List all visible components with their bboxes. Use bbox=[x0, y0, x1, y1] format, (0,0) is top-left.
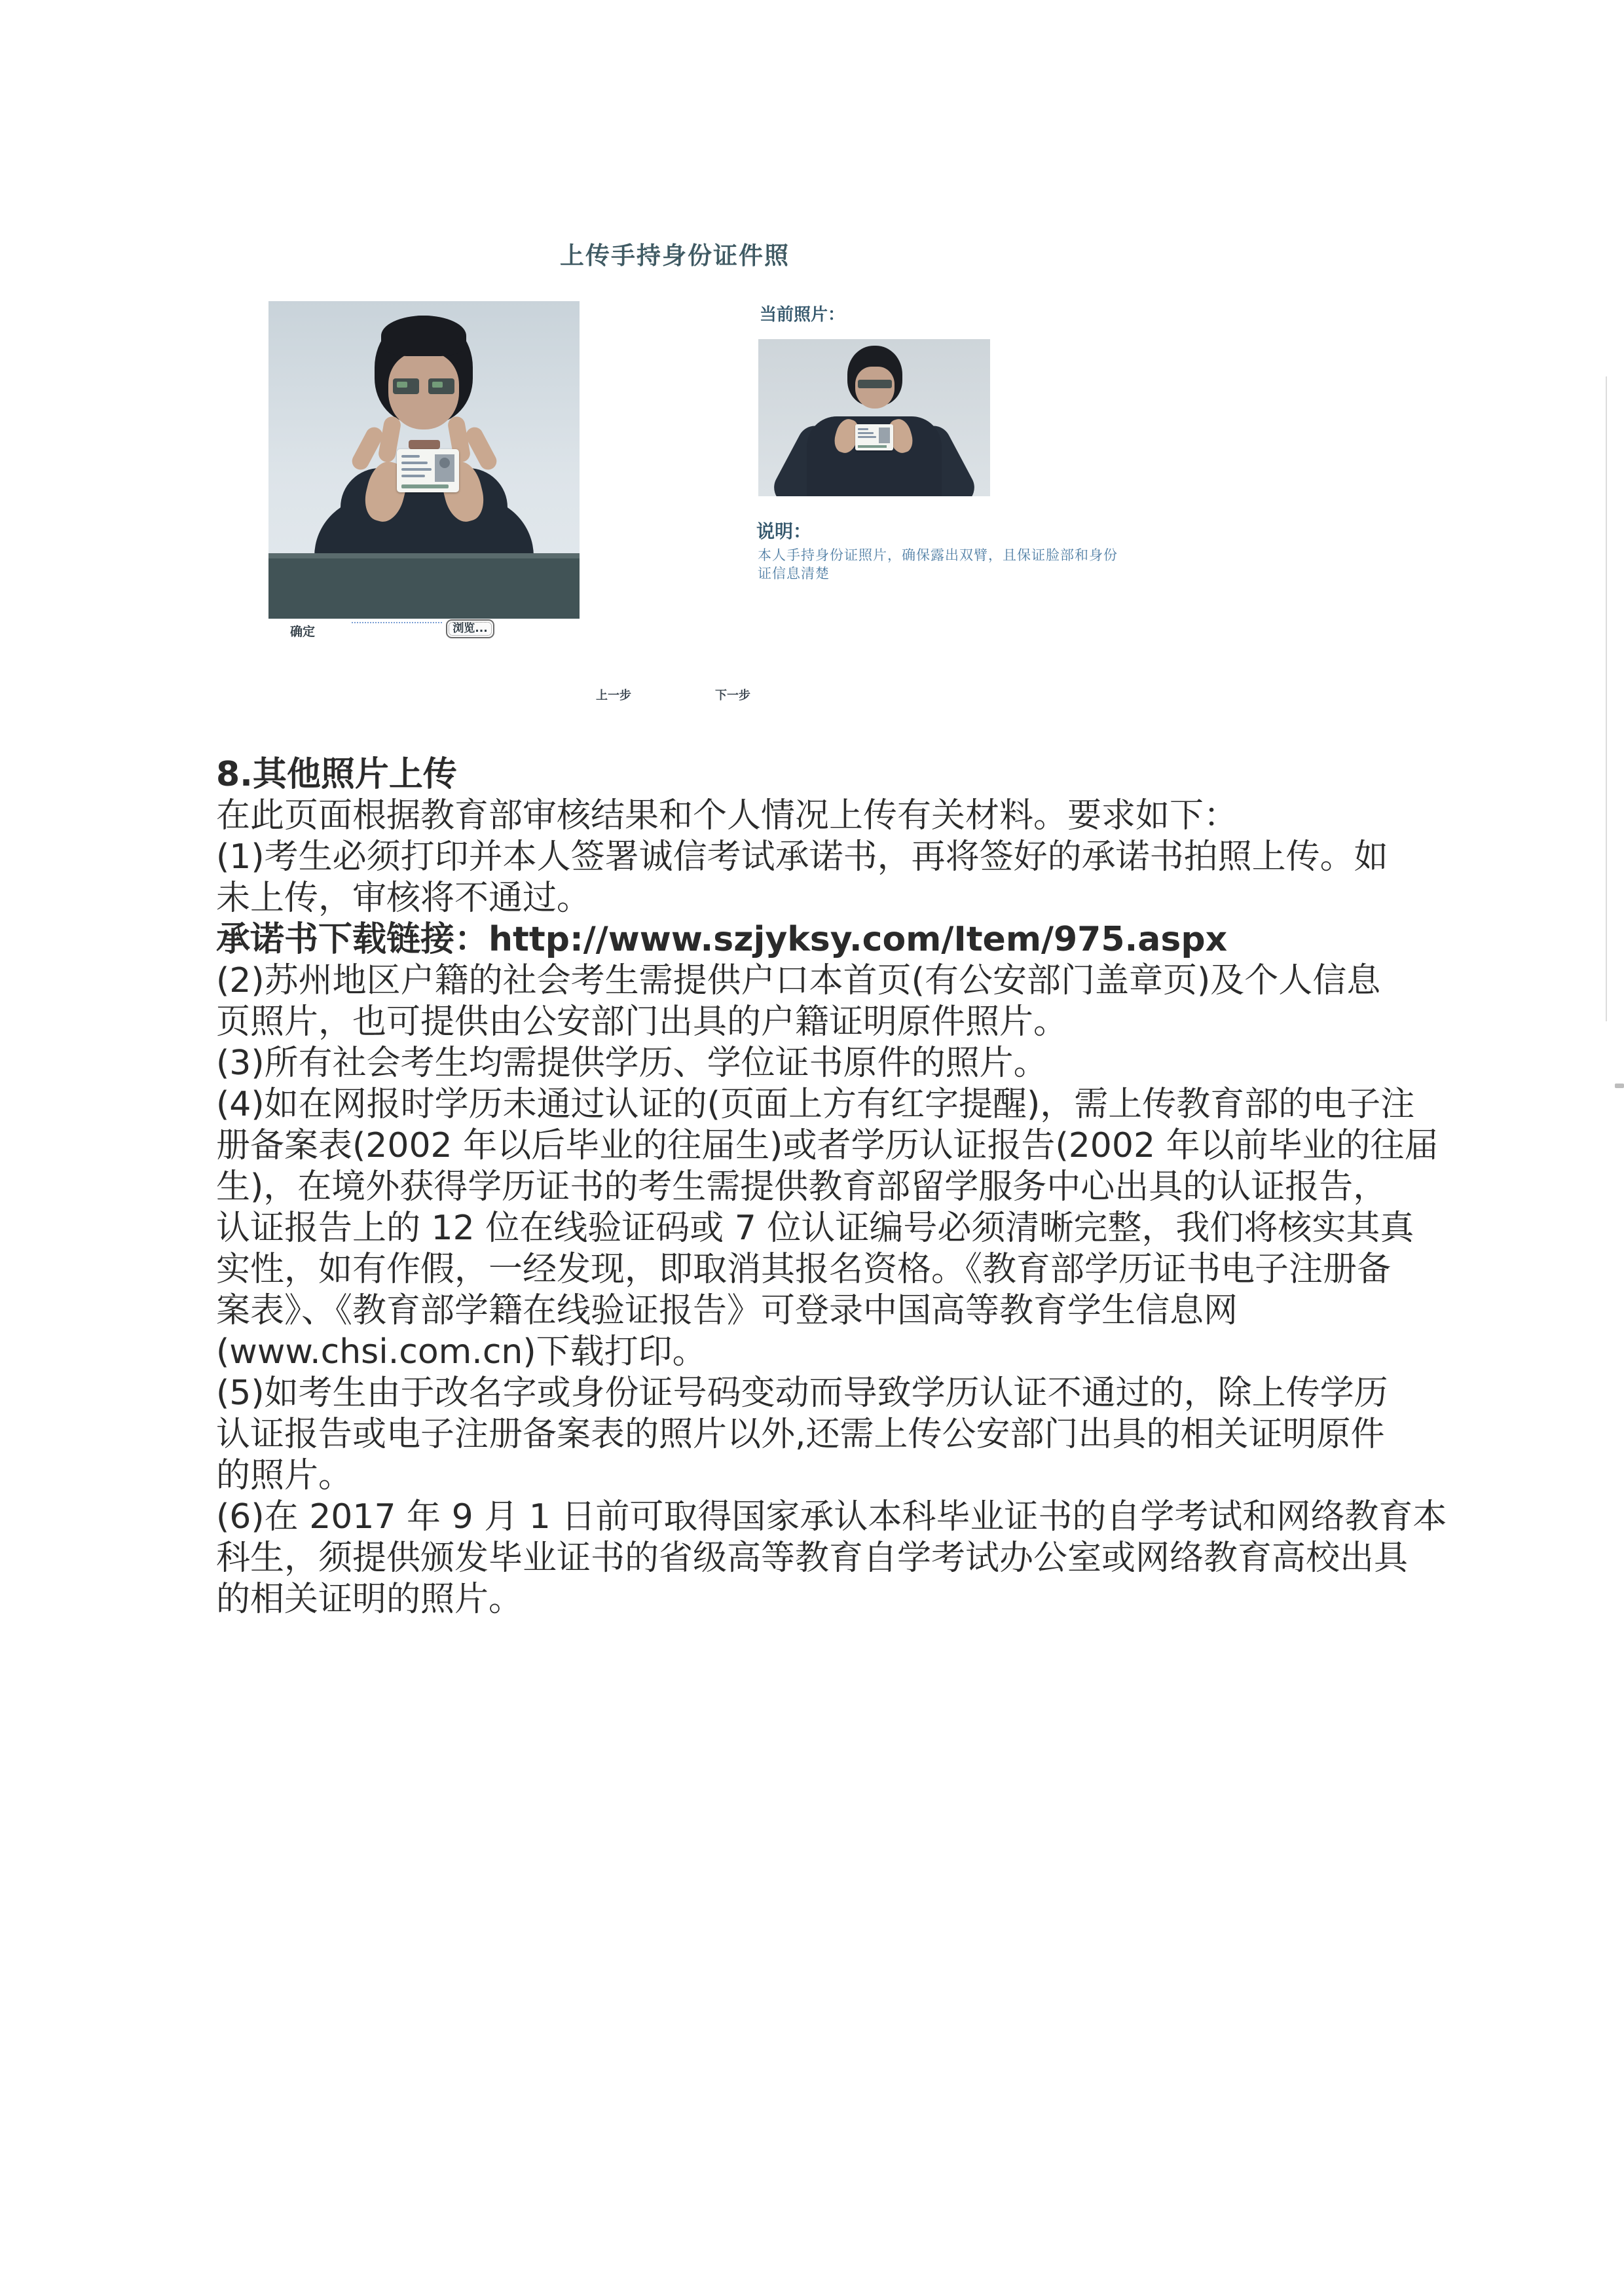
instruction-line: 认证报告上的 12 位在线验证码或 7 位认证编号必须清晰完整，我们将核实其真 bbox=[216, 1209, 1414, 1248]
holding-id-photo-large bbox=[268, 301, 580, 619]
scan-speck-artifact bbox=[1615, 1084, 1624, 1088]
instruction-line: 在此页面根据教育部审核结果和个人情况上传有关材料。要求如下： bbox=[216, 796, 1238, 835]
note-label: 说明： bbox=[756, 520, 812, 542]
file-path-input[interactable] bbox=[352, 604, 442, 623]
instruction-line: 的相关证明的照片。 bbox=[216, 1580, 523, 1619]
id-card bbox=[397, 449, 459, 492]
id-card-photo bbox=[879, 428, 890, 443]
instruction-line: (5)如考生由于改名字或身份证号码变动而导致学历认证不通过的，除上传学历 bbox=[216, 1374, 1388, 1413]
instruction-line: (1)考生必须打印并本人签署诚信考试承诺书，再将签好的承诺书拍照上传。如 bbox=[216, 837, 1388, 877]
instruction-line: 册备案表(2002 年以后毕业的往届生)或者学历认证报告(2002 年以前毕业的往届 bbox=[216, 1126, 1439, 1165]
glasses bbox=[393, 378, 454, 394]
previous-step-link[interactable]: 上一步 bbox=[596, 689, 631, 702]
id-card-number bbox=[858, 445, 887, 448]
instruction-line: 案表》、《教育部学籍在线验证报告》可登录中国高等教育学生信息网 bbox=[216, 1291, 1238, 1330]
section-heading: 8.其他照片上传 bbox=[216, 755, 457, 794]
id-card bbox=[855, 424, 893, 450]
holding-id-photo-preview bbox=[758, 339, 990, 496]
next-step-link[interactable]: 下一步 bbox=[715, 689, 750, 702]
browse-button[interactable]: 浏览... bbox=[446, 619, 494, 638]
instruction-line: (4)如在网报时学历未通过认证的(页面上方有红字提醒)，需上传教育部的电子注 bbox=[216, 1085, 1415, 1124]
instruction-line: 认证报告或电子注册备案表的照片以外,还需上传公安部门出具的相关证明原件 bbox=[216, 1415, 1385, 1454]
instruction-line: 生)，在境外获得学历证书的考生需提供教育部留学服务中心出具的认证报告， bbox=[216, 1167, 1388, 1207]
current-photo-label: 当前照片： bbox=[760, 305, 845, 325]
id-card-number bbox=[401, 484, 449, 488]
note-text-line: 证信息清楚 bbox=[758, 566, 830, 581]
instruction-line-download-link: 承诺书下载链接：http://www.szjyksy.com/Item/975.aspx bbox=[216, 920, 1228, 959]
id-card-photo bbox=[435, 454, 454, 482]
instruction-line: 科生，须提供颁发毕业证书的省级高等教育自学考试办公室或网络教育高校出具 bbox=[216, 1539, 1409, 1578]
confirm-button[interactable]: 确定 bbox=[290, 625, 316, 639]
instruction-line: (3)所有社会考生均需提供学历、学位证书原件的照片。 bbox=[216, 1044, 1048, 1083]
person-hair bbox=[381, 316, 466, 356]
scan-edge-artifact bbox=[1606, 376, 1607, 1021]
instructions-section bbox=[216, 754, 1447, 1620]
instruction-line: 未上传，审核将不通过。 bbox=[216, 879, 591, 918]
instruction-line: (6)在 2017 年 9 月 1 日前可取得国家承认本科毕业证书的自学考试和网络教育本 bbox=[216, 1497, 1447, 1537]
glasses bbox=[858, 380, 892, 388]
note-text-line: 本人手持身份证照片，确保露出双臂，且保证脸部和身份 bbox=[758, 547, 1118, 563]
instruction-line: 页照片，也可提供由公安部门出具的户籍证明原件照片。 bbox=[216, 1002, 1068, 1042]
instruction-line: (2)苏州地区户籍的社会考生需提供户口本首页(有公安部门盖章页)及个人信息 bbox=[216, 961, 1381, 1000]
upload-section-title: 上传手持身份证件照 bbox=[560, 242, 790, 270]
instruction-line: (www.chsi.com.cn)下载打印。 bbox=[216, 1332, 707, 1372]
instruction-line: 实性，如有作假，一经发现，即取消其报名资格。《教育部学历证书电子注册备 bbox=[216, 1250, 1392, 1289]
instruction-line: 的照片。 bbox=[216, 1456, 353, 1495]
person-mouth bbox=[409, 440, 440, 449]
